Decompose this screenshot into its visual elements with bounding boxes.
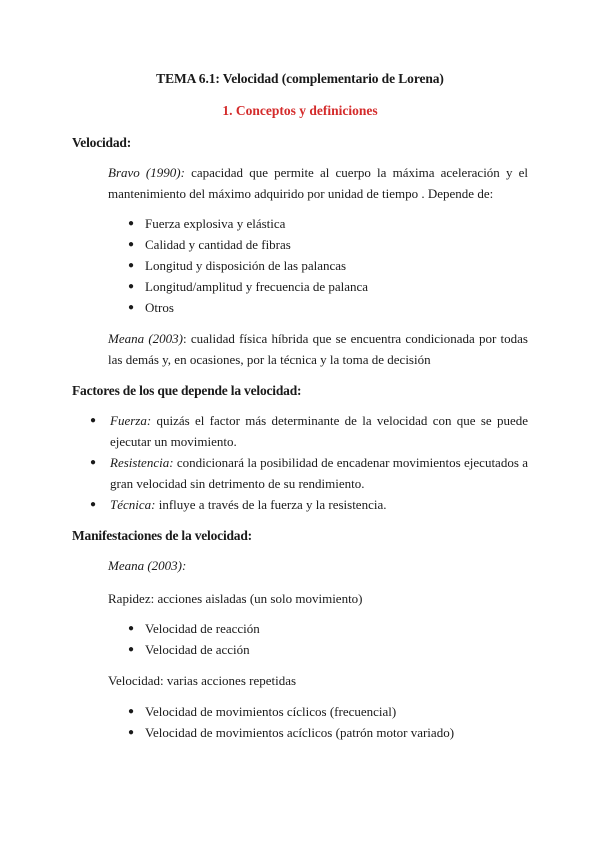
bravo-citation: Bravo (1990): bbox=[108, 165, 185, 180]
velocidad-label: Velocidad: varias acciones repetidas bbox=[108, 673, 297, 688]
list-item: ● Técnica: influye a través de la fuerza y la resistencia. bbox=[90, 497, 387, 512]
factor-label: Técnica: bbox=[110, 497, 156, 512]
factores-heading: Factores de los que depende la velocidad: bbox=[72, 383, 302, 398]
list-item: ● Velocidad de reacción bbox=[128, 621, 260, 636]
list-item: ● Velocidad de movimientos acíclicos (patrón motor variado) bbox=[128, 725, 455, 740]
meana-text: : cualidad física híbrida que se encuentra condicionada por todas las demás y, en ocasiones, por la técnica y la toma de decisión bbox=[108, 331, 528, 367]
list-item: ● Fuerza explosiva y elástica bbox=[128, 216, 286, 231]
list-item: ● Longitud y disposición de las palancas bbox=[128, 258, 347, 273]
factor-label: Resistencia: bbox=[110, 455, 174, 470]
factores-list bbox=[90, 410, 528, 515]
rapidez-label: Rapidez: acciones aisladas (un solo movimiento) bbox=[108, 591, 363, 606]
meana-citation: Meana (2003) bbox=[108, 331, 183, 346]
bravo-text: capacidad que permite al cuerpo la máxima aceleración y el mantenimiento del máximo adquirido por unidad de tiempo . Depende de: bbox=[108, 165, 528, 201]
list-item: ● Velocidad de acción bbox=[128, 642, 250, 657]
bravo-definition bbox=[108, 162, 528, 204]
velocidad-list bbox=[128, 701, 548, 743]
list-item: ● Fuerza: quizás el factor más determinante de la velocidad con que se puede ejecutar un movimiento. bbox=[90, 413, 528, 449]
document-title: TEMA 6.1: Velocidad (complementario de Lorena) bbox=[156, 71, 444, 86]
manifestaciones-citation: Meana (2003): bbox=[108, 558, 187, 573]
meana-definition bbox=[108, 328, 528, 370]
velocidad-heading: Velocidad: bbox=[72, 135, 132, 150]
manifestaciones-heading: Manifestaciones de la velocidad: bbox=[72, 528, 252, 543]
list-item: ● Calidad y cantidad de fibras bbox=[128, 237, 291, 252]
rapidez-list bbox=[128, 618, 528, 660]
list-item: ● Longitud/amplitud y frecuencia de palanca bbox=[128, 279, 369, 294]
list-item: ● Otros bbox=[128, 300, 174, 315]
list-item: ● Velocidad de movimientos cíclicos (frecuencial) bbox=[128, 704, 397, 719]
depends-list bbox=[128, 213, 528, 318]
factor-label: Fuerza: bbox=[110, 413, 152, 428]
list-item: ● Resistencia: condicionará la posibilidad de encadenar movimientos ejecutados a gran velocidad sin detrimento de su rendimiento. bbox=[90, 455, 528, 491]
section-title: 1. Conceptos y definiciones bbox=[222, 103, 378, 118]
